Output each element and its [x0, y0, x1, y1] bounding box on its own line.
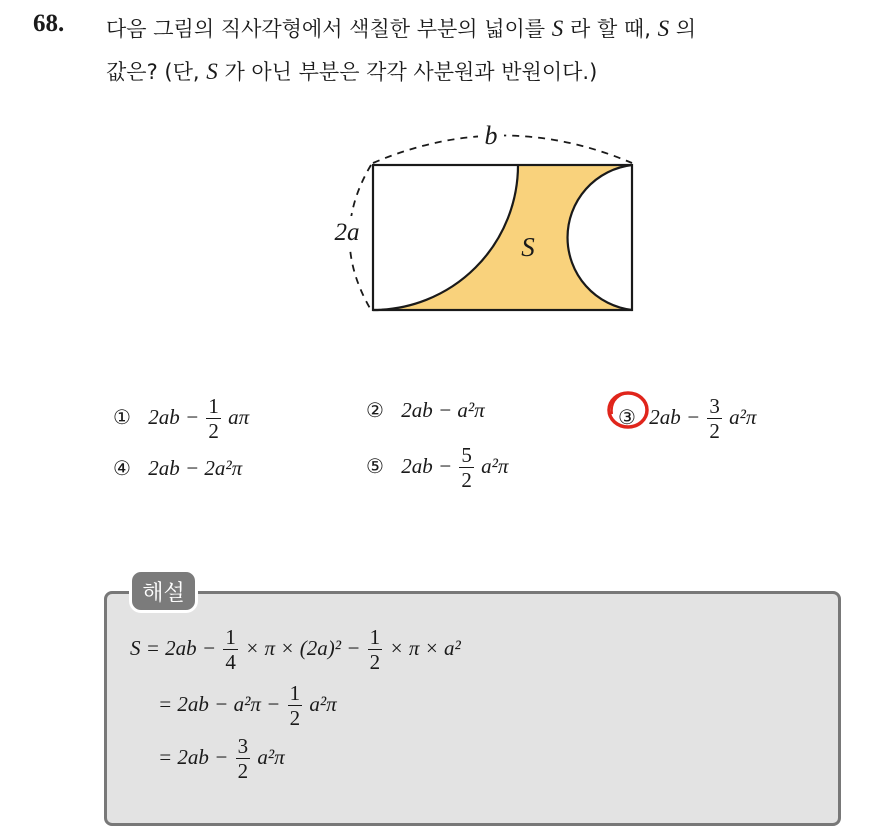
question-text-part: 다음 그림의 직사각형에서 색칠한 부분의 넓이를 — [106, 17, 546, 41]
choice-expression: a²π — [729, 404, 757, 429]
fraction-denominator: 2 — [461, 468, 472, 492]
solution-lhs: S — [130, 635, 141, 660]
fraction — [288, 683, 303, 729]
fraction-numerator: 1 — [289, 681, 301, 705]
choice-expression: a²π — [481, 453, 509, 478]
selected-answer-circle — [604, 388, 652, 432]
variable-s: S — [206, 59, 218, 84]
fraction — [707, 396, 722, 442]
choice-expression: 2ab − — [649, 404, 701, 429]
choice-expression: 2ab − — [401, 453, 453, 478]
question-text-part: 의 — [675, 17, 697, 41]
choice-number-mark: ④ — [113, 456, 131, 480]
fraction — [368, 627, 383, 673]
fraction-numerator: 5 — [461, 443, 472, 467]
variable-s: S — [551, 16, 564, 41]
solution-expression: = 2ab − a²π − — [158, 691, 281, 716]
solution-tag: 해설 — [129, 569, 198, 613]
fraction — [236, 736, 251, 782]
fraction-denominator: 2 — [237, 759, 249, 783]
shaded-region — [373, 165, 632, 310]
solution-expression: × π × (2a)² − — [245, 635, 361, 660]
solution-expression: = 2ab − — [145, 635, 217, 660]
choice-5[interactable] — [366, 445, 508, 491]
fraction — [223, 627, 238, 673]
choice-1[interactable] — [113, 396, 249, 442]
variable-s: S — [657, 16, 670, 41]
question-text-part: 라 할 때, — [569, 17, 651, 41]
fraction-numerator: 1 — [208, 394, 219, 418]
fraction — [206, 396, 221, 442]
solution-expression: a²π — [257, 744, 285, 769]
choice-expression: 2ab − — [148, 404, 200, 429]
choice-expression: aπ — [228, 404, 250, 429]
choice-2[interactable] — [366, 398, 485, 423]
question-text-part: 값은? (단, — [106, 60, 200, 84]
question-number: 68. — [33, 10, 65, 37]
choice-expression: 2ab − 2a²π — [148, 456, 243, 480]
label-2a: 2a — [334, 219, 360, 246]
question-text-part: 가 아닌 부분은 각각 사분원과 반원이다.) — [224, 60, 598, 84]
solution-line-2 — [158, 683, 337, 729]
fraction-denominator: 2 — [289, 706, 301, 730]
fraction-denominator: 2 — [709, 419, 720, 443]
choice-number-mark: ⑤ — [366, 453, 384, 478]
solution-expression: = 2ab − — [158, 744, 229, 769]
fraction — [459, 445, 474, 491]
choice-expression: 2ab − a²π — [401, 398, 485, 422]
fraction-numerator: 1 — [225, 625, 236, 649]
fraction-numerator: 3 — [709, 394, 720, 418]
rectangle-figure — [320, 115, 650, 325]
solution-expression: a²π — [309, 691, 337, 716]
label-s: S — [521, 232, 535, 262]
question-line-2 — [106, 56, 597, 86]
label-b: b — [484, 121, 498, 150]
question-line-1 — [106, 13, 696, 43]
fraction-numerator: 3 — [237, 734, 249, 758]
choice-number-mark: ③ — [618, 404, 636, 429]
choice-number-mark: ① — [113, 404, 131, 429]
fraction-denominator: 2 — [208, 419, 219, 443]
fraction-denominator: 2 — [369, 650, 381, 674]
fraction-denominator: 4 — [225, 650, 236, 674]
choice-4[interactable] — [113, 456, 242, 481]
solution-line-3 — [158, 736, 285, 782]
fraction-numerator: 1 — [369, 625, 381, 649]
choice-number-mark: ② — [366, 398, 384, 422]
solution-line-1 — [130, 627, 461, 673]
solution-expression: × π × a² — [389, 635, 461, 660]
